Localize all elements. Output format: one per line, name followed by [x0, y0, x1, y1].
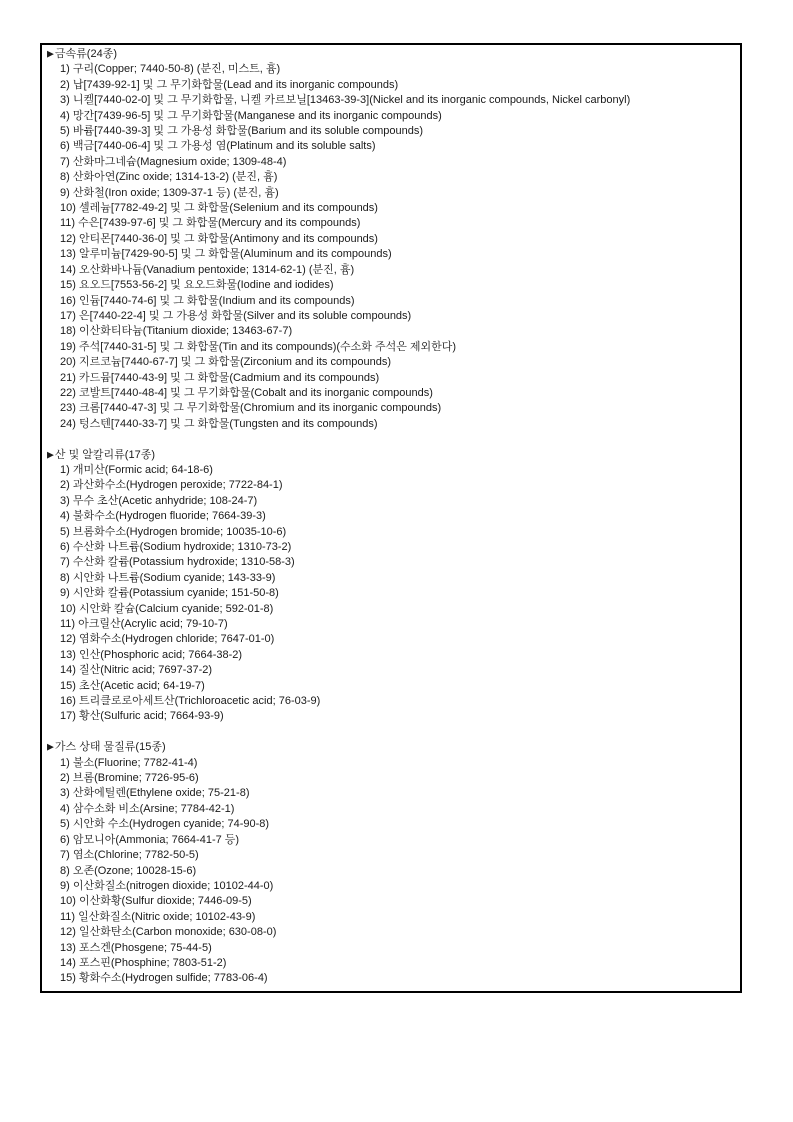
- substance-item: 12) 안티몬[7440-36-0] 및 그 화합물(Antimony and its compounds): [60, 232, 378, 245]
- substance-item: 8) 오존(Ozone; 10028-15-6): [60, 864, 197, 877]
- substance-item: 12) 염화수소(Hydrogen chloride; 7647-01-0): [60, 633, 275, 646]
- substance-item: 2) 과산화수소(Hydrogen peroxide; 7722-84-1): [60, 479, 283, 492]
- substance-item: 13) 알루미늄[7429-90-5] 및 그 화합물(Aluminum and its compounds): [60, 248, 392, 261]
- section-items: [47, 756, 734, 987]
- substance-item: 17) 황산(Sulfuric acid; 7664-93-9): [60, 710, 224, 723]
- substance-item: 14) 포스핀(Phosphine; 7803-51-2): [60, 956, 227, 969]
- substance-item: 1) 개미산(Formic acid; 64-18-6): [60, 463, 213, 476]
- substance-item: 13) 포스겐(Phosgene; 75-44-5): [60, 941, 212, 954]
- substance-item: 8) 산화아연(Zinc oxide; 1314-13-2) (분진, 흄): [60, 171, 278, 184]
- substance-item: 15) 요오드[7553-56-2] 및 요오드화물(Iodine and iodides): [60, 279, 334, 292]
- section-title: 가스 상태 물질류(15종): [54, 741, 166, 754]
- substance-item: 17) 은[7440-22-4] 및 그 가용성 화합물(Silver and its soluble compounds): [60, 309, 412, 322]
- substance-item: 14) 질산(Nitric acid; 7697-37-2): [60, 664, 213, 677]
- substance-item: 4) 망간[7439-96-5] 및 그 무기화합물(Manganese and its inorganic compounds): [60, 109, 442, 122]
- substance-item: 6) 암모니아(Ammonia; 7664-41-7 등): [60, 833, 240, 846]
- substance-item: 18) 이산화티타늄(Titanium dioxide; 13463-67-7): [60, 325, 293, 338]
- substance-section: [47, 740, 734, 987]
- substance-item: 4) 불화수소(Hydrogen fluoride; 7664-39-3): [60, 510, 266, 523]
- substance-item: 7) 염소(Chlorine; 7782-50-5): [60, 849, 199, 862]
- triangle-bullet-icon: ▶: [47, 741, 54, 752]
- substance-item: 15) 황화수소(Hydrogen sulfide; 7783-06-4): [60, 972, 268, 985]
- substance-item: 11) 아크릴산(Acrylic acid; 79-10-7): [60, 618, 228, 631]
- substance-item: 5) 시안화 수소(Hydrogen cyanide; 74-90-8): [60, 818, 270, 831]
- substance-list-box: [40, 43, 742, 993]
- section-title: 금속류(24종): [54, 48, 117, 60]
- substance-item: 11) 수은[7439-97-6] 및 그 화합물(Mercury and its compounds): [60, 217, 361, 230]
- substance-item: 1) 불소(Fluorine; 7782-41-4): [60, 756, 198, 769]
- section-header: [47, 448, 734, 463]
- section-header: [47, 740, 734, 755]
- substance-item: 9) 산화철(Iron oxide; 1309-37-1 등) (분진, 흄): [60, 186, 279, 199]
- substance-item: 2) 납[7439-92-1] 및 그 무기화합물(Lead and its inorganic compounds): [60, 78, 399, 91]
- section-items: [47, 463, 734, 725]
- substance-item: 10) 이산화황(Sulfur dioxide; 7446-09-5): [60, 895, 252, 908]
- section-header: [47, 47, 734, 62]
- substance-item: 3) 산화에틸렌(Ethylene oxide; 75-21-8): [60, 787, 250, 800]
- substance-item: 16) 인듐[7440-74-6] 및 그 화합물(Indium and its compounds): [60, 294, 355, 307]
- substance-section: [47, 448, 734, 725]
- substance-item: 3) 니켈[7440-02-0] 및 그 무기화합물, 니켈 카르보닐[13463-39-3](Nickel and its inorganic compounds, Nickel carbonyl): [60, 94, 631, 107]
- substance-item: 7) 수산화 칼륨(Potassium hydroxide; 1310-58-3): [60, 556, 295, 569]
- substance-item: 11) 일산화질소(Nitric oxide; 10102-43-9): [60, 910, 256, 923]
- substance-item: 23) 크롬[7440-47-3] 및 그 무기화합물(Chromium and its inorganic compounds): [60, 402, 442, 415]
- substance-item: 19) 주석[7440-31-5] 및 그 화합물(Tin and its compounds)(수소화 주석은 제외한다): [60, 340, 457, 353]
- substance-item: 21) 카드뮴[7440-43-9] 및 그 화합물(Cadmium and its compounds): [60, 371, 380, 384]
- substance-item: 2) 브롬(Bromine; 7726-95-6): [60, 772, 199, 785]
- triangle-bullet-icon: ▶: [47, 449, 54, 460]
- triangle-bullet-icon: ▶: [47, 48, 54, 59]
- substance-item: 16) 트리클로로아세트산(Trichloroacetic acid; 76-03-9): [60, 695, 321, 708]
- substance-item: 13) 인산(Phosphoric acid; 7664-38-2): [60, 648, 243, 661]
- substance-item: 3) 무수 초산(Acetic anhydride; 108-24-7): [60, 494, 258, 507]
- substance-item: 4) 삼수소화 비소(Arsine; 7784-42-1): [60, 802, 235, 815]
- substance-item: 5) 바륨[7440-39-3] 및 그 가용성 화합물(Barium and its soluble compounds): [60, 125, 424, 138]
- substance-item: 22) 코발트[7440-48-4] 및 그 무기화합물(Cobalt and its inorganic compounds): [60, 386, 433, 399]
- substance-item: 9) 시안화 칼륨(Potassium cyanide; 151-50-8): [60, 587, 279, 600]
- section-items: [47, 62, 734, 432]
- substance-item: 6) 수산화 나트륨(Sodium hydroxide; 1310-73-2): [60, 540, 292, 553]
- substance-item: 12) 일산화탄소(Carbon monoxide; 630-08-0): [60, 926, 277, 939]
- substance-item: 8) 시안화 나트륨(Sodium cyanide; 143-33-9): [60, 571, 276, 584]
- substance-item: 10) 셀레늄[7782-49-2] 및 그 화합물(Selenium and its compounds): [60, 202, 378, 215]
- substance-item: 20) 지르코늄[7440-67-7] 및 그 화합물(Zirconium and its compounds): [60, 356, 392, 369]
- substance-item: 7) 산화마그네슘(Magnesium oxide; 1309-48-4): [60, 155, 287, 168]
- substance-item: 1) 구리(Copper; 7440-50-8) (분진, 미스트, 흄): [60, 63, 281, 76]
- substance-item: 15) 초산(Acetic acid; 64-19-7): [60, 679, 205, 692]
- substance-item: 9) 이산화질소(nitrogen dioxide; 10102-44-0): [60, 879, 274, 892]
- substance-item: 24) 텅스텐[7440-33-7] 및 그 화합물(Tungsten and its compounds): [60, 417, 378, 430]
- section-title: 산 및 알칼리류(17종): [54, 448, 155, 461]
- substance-item: 10) 시안화 칼슘(Calcium cyanide; 592-01-8): [60, 602, 274, 615]
- substance-item: 5) 브롬화수소(Hydrogen bromide; 10035-10-6): [60, 525, 287, 538]
- substance-item: 14) 오산화바나듐(Vanadium pentoxide; 1314-62-1) (분진, 흄): [60, 263, 355, 276]
- substance-section: [47, 47, 734, 432]
- substance-item: 6) 백금[7440-06-4] 및 그 가용성 염(Platinum and its soluble salts): [60, 140, 376, 153]
